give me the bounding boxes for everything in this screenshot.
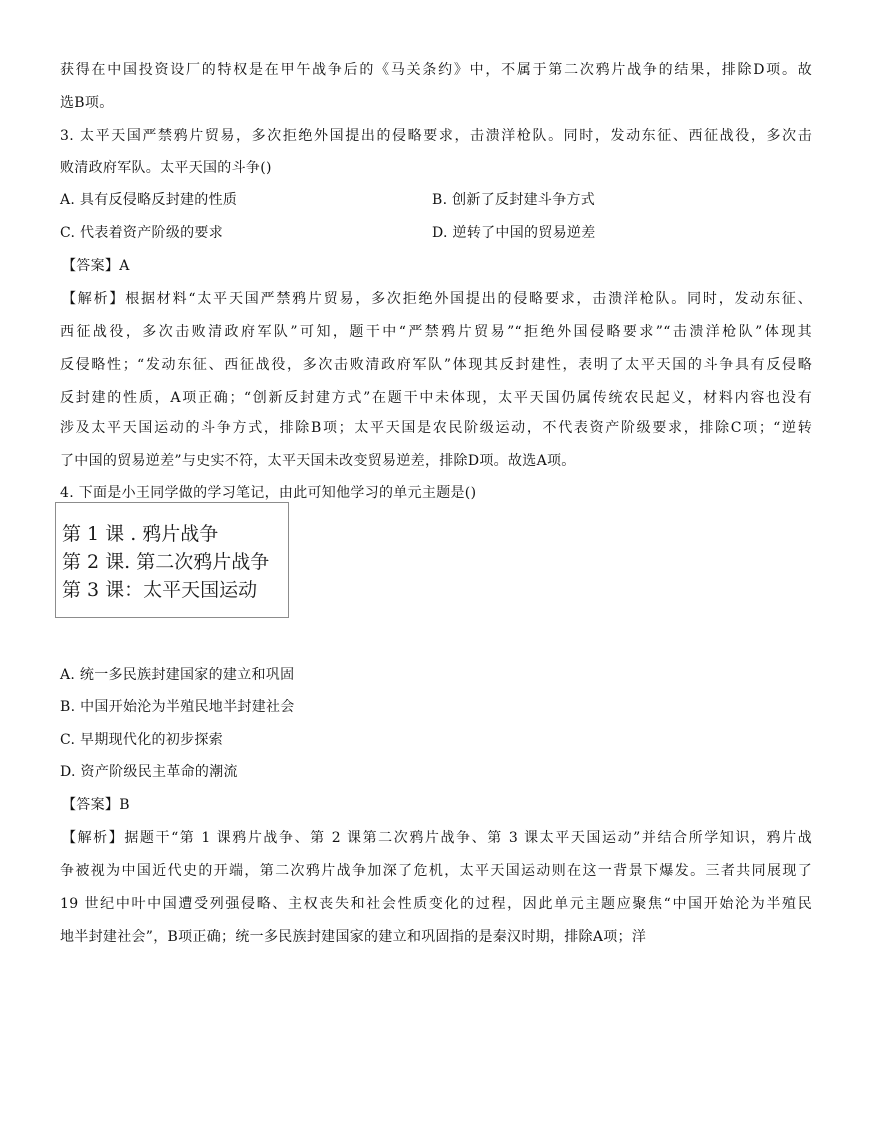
q3-option-b: B. 创新了反封建斗争方式: [432, 192, 596, 208]
q4-option-c: C. 早期现代化的初步探索: [60, 732, 224, 748]
q3-option-a: A. 具有反侵略反封建的性质: [60, 192, 238, 208]
note-lesson-1: 第 1 课 . 鸦片战争: [62, 523, 219, 545]
q3-analysis-line-4: 反封建的性质，A项正确；“创新反封建方式”在题干中未体现，太平天国仍属传统农民起义，材料内容也没有: [60, 390, 812, 406]
q3-stem-line-1: 3. 太平天国严禁鸦片贸易，多次拒绝外国提出的侵略要求，击溃洋枪队。同时，发动东征、西征战役，多次击: [60, 128, 812, 144]
q4-analysis-line-3: 19 世纪中叶中国遭受列强侵略、主权丧失和社会性质变化的过程，因此单元主题应聚焦“中国开始沦为半殖民: [60, 896, 812, 912]
q2-analysis-line-2: 选B项。: [60, 95, 114, 111]
q3-option-d: D. 逆转了中国的贸易逆差: [432, 225, 596, 241]
q3-analysis-line-3: 反侵略性；“发动东征、西征战役，多次击败清政府军队”体现其反封建性，表明了太平天国的斗争具有反侵略: [60, 357, 812, 373]
q3-analysis-line-2: 西征战役，多次击败清政府军队”可知，题干中“严禁鸦片贸易”“拒绝外国侵略要求”“击溃洋枪队”体现其: [60, 324, 812, 340]
study-notes-box: [55, 502, 289, 618]
q4-option-a: A. 统一多民族封建国家的建立和巩固: [60, 667, 295, 683]
q4-answer: 【答案】B: [62, 797, 130, 813]
q3-analysis-line-1: 【解析】根据材料“太平天国严禁鸦片贸易，多次拒绝外国提出的侵略要求，击溃洋枪队。同时，发动东征、: [62, 291, 812, 307]
q4-option-d: D. 资产阶级民主革命的潮流: [60, 764, 238, 780]
q4-stem: 4. 下面是小王同学做的学习笔记，由此可知他学习的单元主题是(): [60, 485, 477, 501]
note-lesson-3: 第 3 课：太平天国运动: [62, 579, 258, 601]
q4-analysis-line-2: 争被视为中国近代史的开端，第二次鸦片战争加深了危机，太平天国运动则在这一背景下爆发。三者共同展现了: [60, 863, 812, 879]
q3-option-c: C. 代表着资产阶级的要求: [60, 225, 224, 241]
q3-answer: 【答案】A: [62, 258, 130, 274]
q3-analysis-line-6: 了中国的贸易逆差”与史实不符，太平天国未改变贸易逆差，排除D项。故选A项。: [60, 453, 576, 469]
q4-analysis-line-1: 【解析】据题干“第 1 课鸦片战争、第 2 课第二次鸦片战争、第 3 课太平天国运动”并结合所学知识，鸦片战: [62, 830, 812, 846]
q4-analysis-line-4: 地半封建社会”，B项正确；统一多民族封建国家的建立和巩固指的是秦汉时期，排除A项；洋: [60, 929, 647, 945]
q4-option-b: B. 中国开始沦为半殖民地半封建社会: [60, 699, 295, 715]
q3-analysis-line-5: 涉及太平天国运动的斗争方式，排除B项；太平天国是农民阶级运动，不代表资产阶级要求，排除C项；“逆转: [60, 420, 812, 436]
q2-analysis-line-1: 获得在中国投资设厂的特权是在甲午战争后的《马关条约》中，不属于第二次鸦片战争的结果，排除D项。故: [60, 62, 812, 78]
note-lesson-2: 第 2 课. 第二次鸦片战争: [62, 551, 270, 573]
q3-stem-line-2: 败清政府军队。太平天国的斗争(): [60, 160, 272, 176]
